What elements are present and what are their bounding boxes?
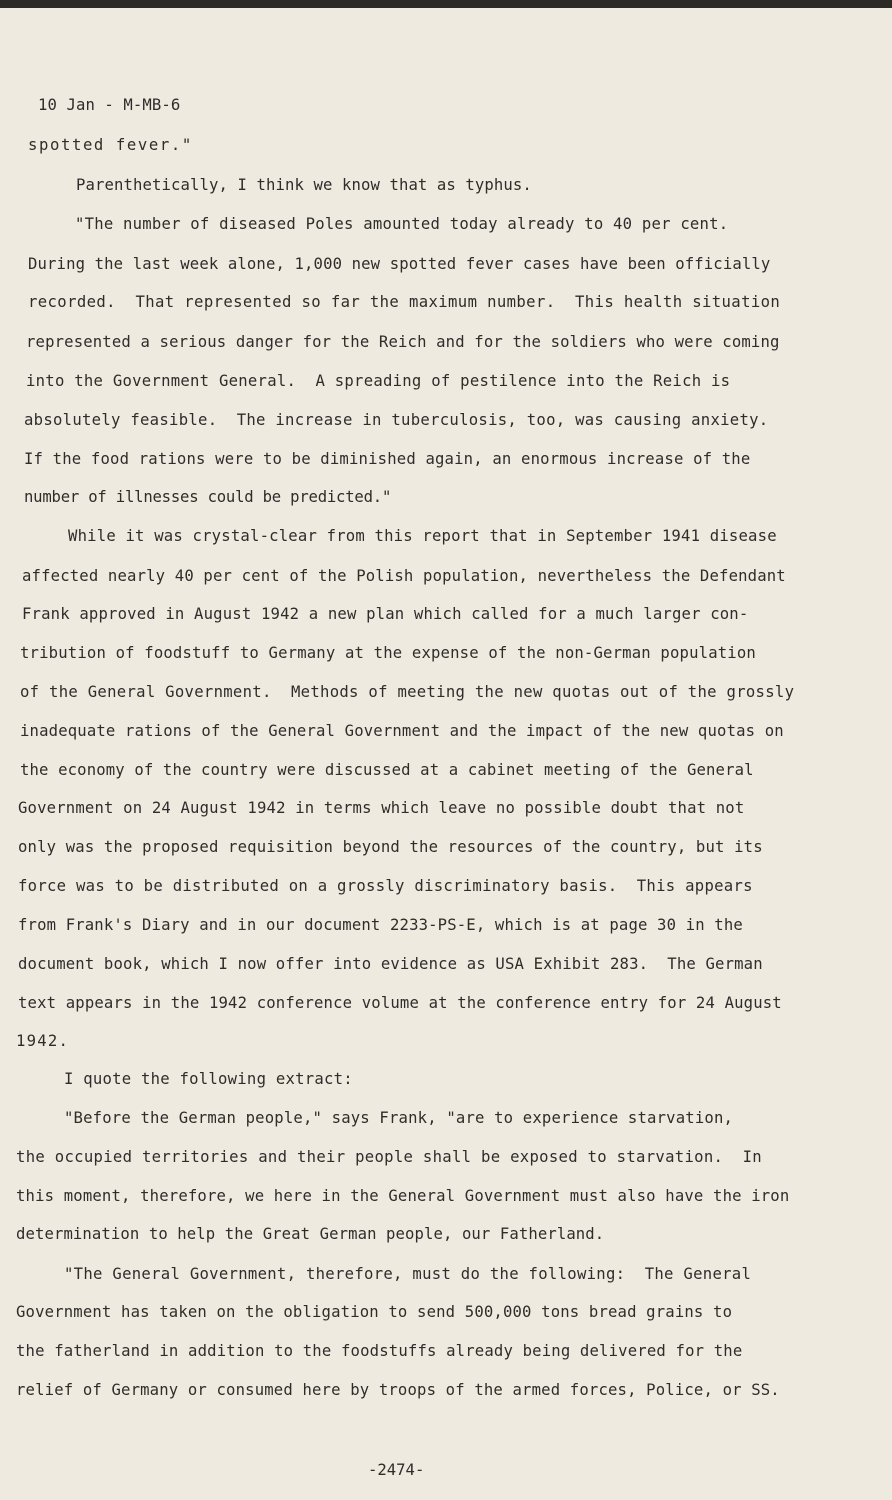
text-line: affected nearly 40 per cent of the Polish population, nevertheless the Defendant: [22, 567, 786, 585]
text-line: 1942.: [16, 1032, 70, 1050]
text-line: If the food rations were to be diminished again, an enormous increase of the: [24, 450, 751, 468]
text-line: Parenthetically, I think we know that as typhus.: [76, 176, 532, 194]
text-line: from Frank's Diary and in our document 2233-PS-E, which is at page 30 in the: [18, 916, 743, 934]
page-top-edge: [0, 0, 892, 8]
text-line: inadequate rations of the General Government and the impact of the new quotas on: [20, 722, 784, 740]
text-line: the economy of the country were discussed at a cabinet meeting of the General: [20, 761, 754, 779]
text-line: "The number of diseased Poles amounted today already to 40 per cent.: [75, 215, 729, 233]
text-line: Government on 24 August 1942 in terms which leave no possible doubt that not: [18, 799, 745, 817]
text-line: only was the proposed requisition beyond the resources of the country, but its: [18, 838, 763, 856]
text-line: spotted fever.": [28, 136, 193, 154]
text-line: of the General Government. Methods of meeting the new quotas out of the grossly: [20, 683, 795, 701]
text-line: force was to be distributed on a grossly discriminatory basis. This appears: [18, 877, 753, 895]
text-line: number of illnesses could be predicted.": [24, 488, 392, 506]
text-line: Frank approved in August 1942 a new plan which called for a much larger con-: [22, 605, 749, 623]
text-line: document book, which I now offer into evidence as USA Exhibit 283. The German: [18, 955, 763, 973]
text-line: the occupied territories and their people shall be exposed to starvation. In: [16, 1148, 762, 1166]
page-number: -2474-: [368, 1461, 425, 1479]
text-line: During the last week alone, 1,000 new spotted fever cases have been officially: [28, 255, 771, 273]
text-line: text appears in the 1942 conference volume at the conference entry for 24 August: [18, 994, 782, 1012]
text-line: relief of Germany or consumed here by troops of the armed forces, Police, or SS.: [16, 1381, 780, 1399]
text-line: tribution of foodstuff to Germany at the expense of the non-German population: [20, 644, 756, 662]
text-line: I quote the following extract:: [64, 1070, 353, 1088]
text-line: "Before the German people," says Frank, "are to experience starvation,: [64, 1109, 734, 1127]
text-line: the fatherland in addition to the foodstuffs already being delivered for the: [16, 1342, 743, 1360]
text-line: this moment, therefore, we here in the General Government must also have the iron: [16, 1187, 790, 1205]
text-line: recorded. That represented so far the maximum number. This health situation: [28, 293, 781, 311]
text-line: absolutely feasible. The increase in tuberculosis, too, was causing anxiety.: [24, 411, 769, 429]
text-line: While it was crystal-clear from this report that in September 1941 disease: [68, 527, 777, 545]
text-line: represented a serious danger for the Reich and for the soldiers who were coming: [26, 333, 780, 351]
text-line: determination to help the Great German people, our Fatherland.: [16, 1225, 605, 1243]
text-line: "The General Government, therefore, must do the following: The General: [64, 1265, 752, 1283]
document-header: 10 Jan - M-MB-6: [38, 96, 181, 114]
text-line: into the Government General. A spreading of pestilence into the Reich is: [26, 372, 731, 390]
text-line: Government has taken on the obligation to send 500,000 tons bread grains to: [16, 1303, 733, 1321]
